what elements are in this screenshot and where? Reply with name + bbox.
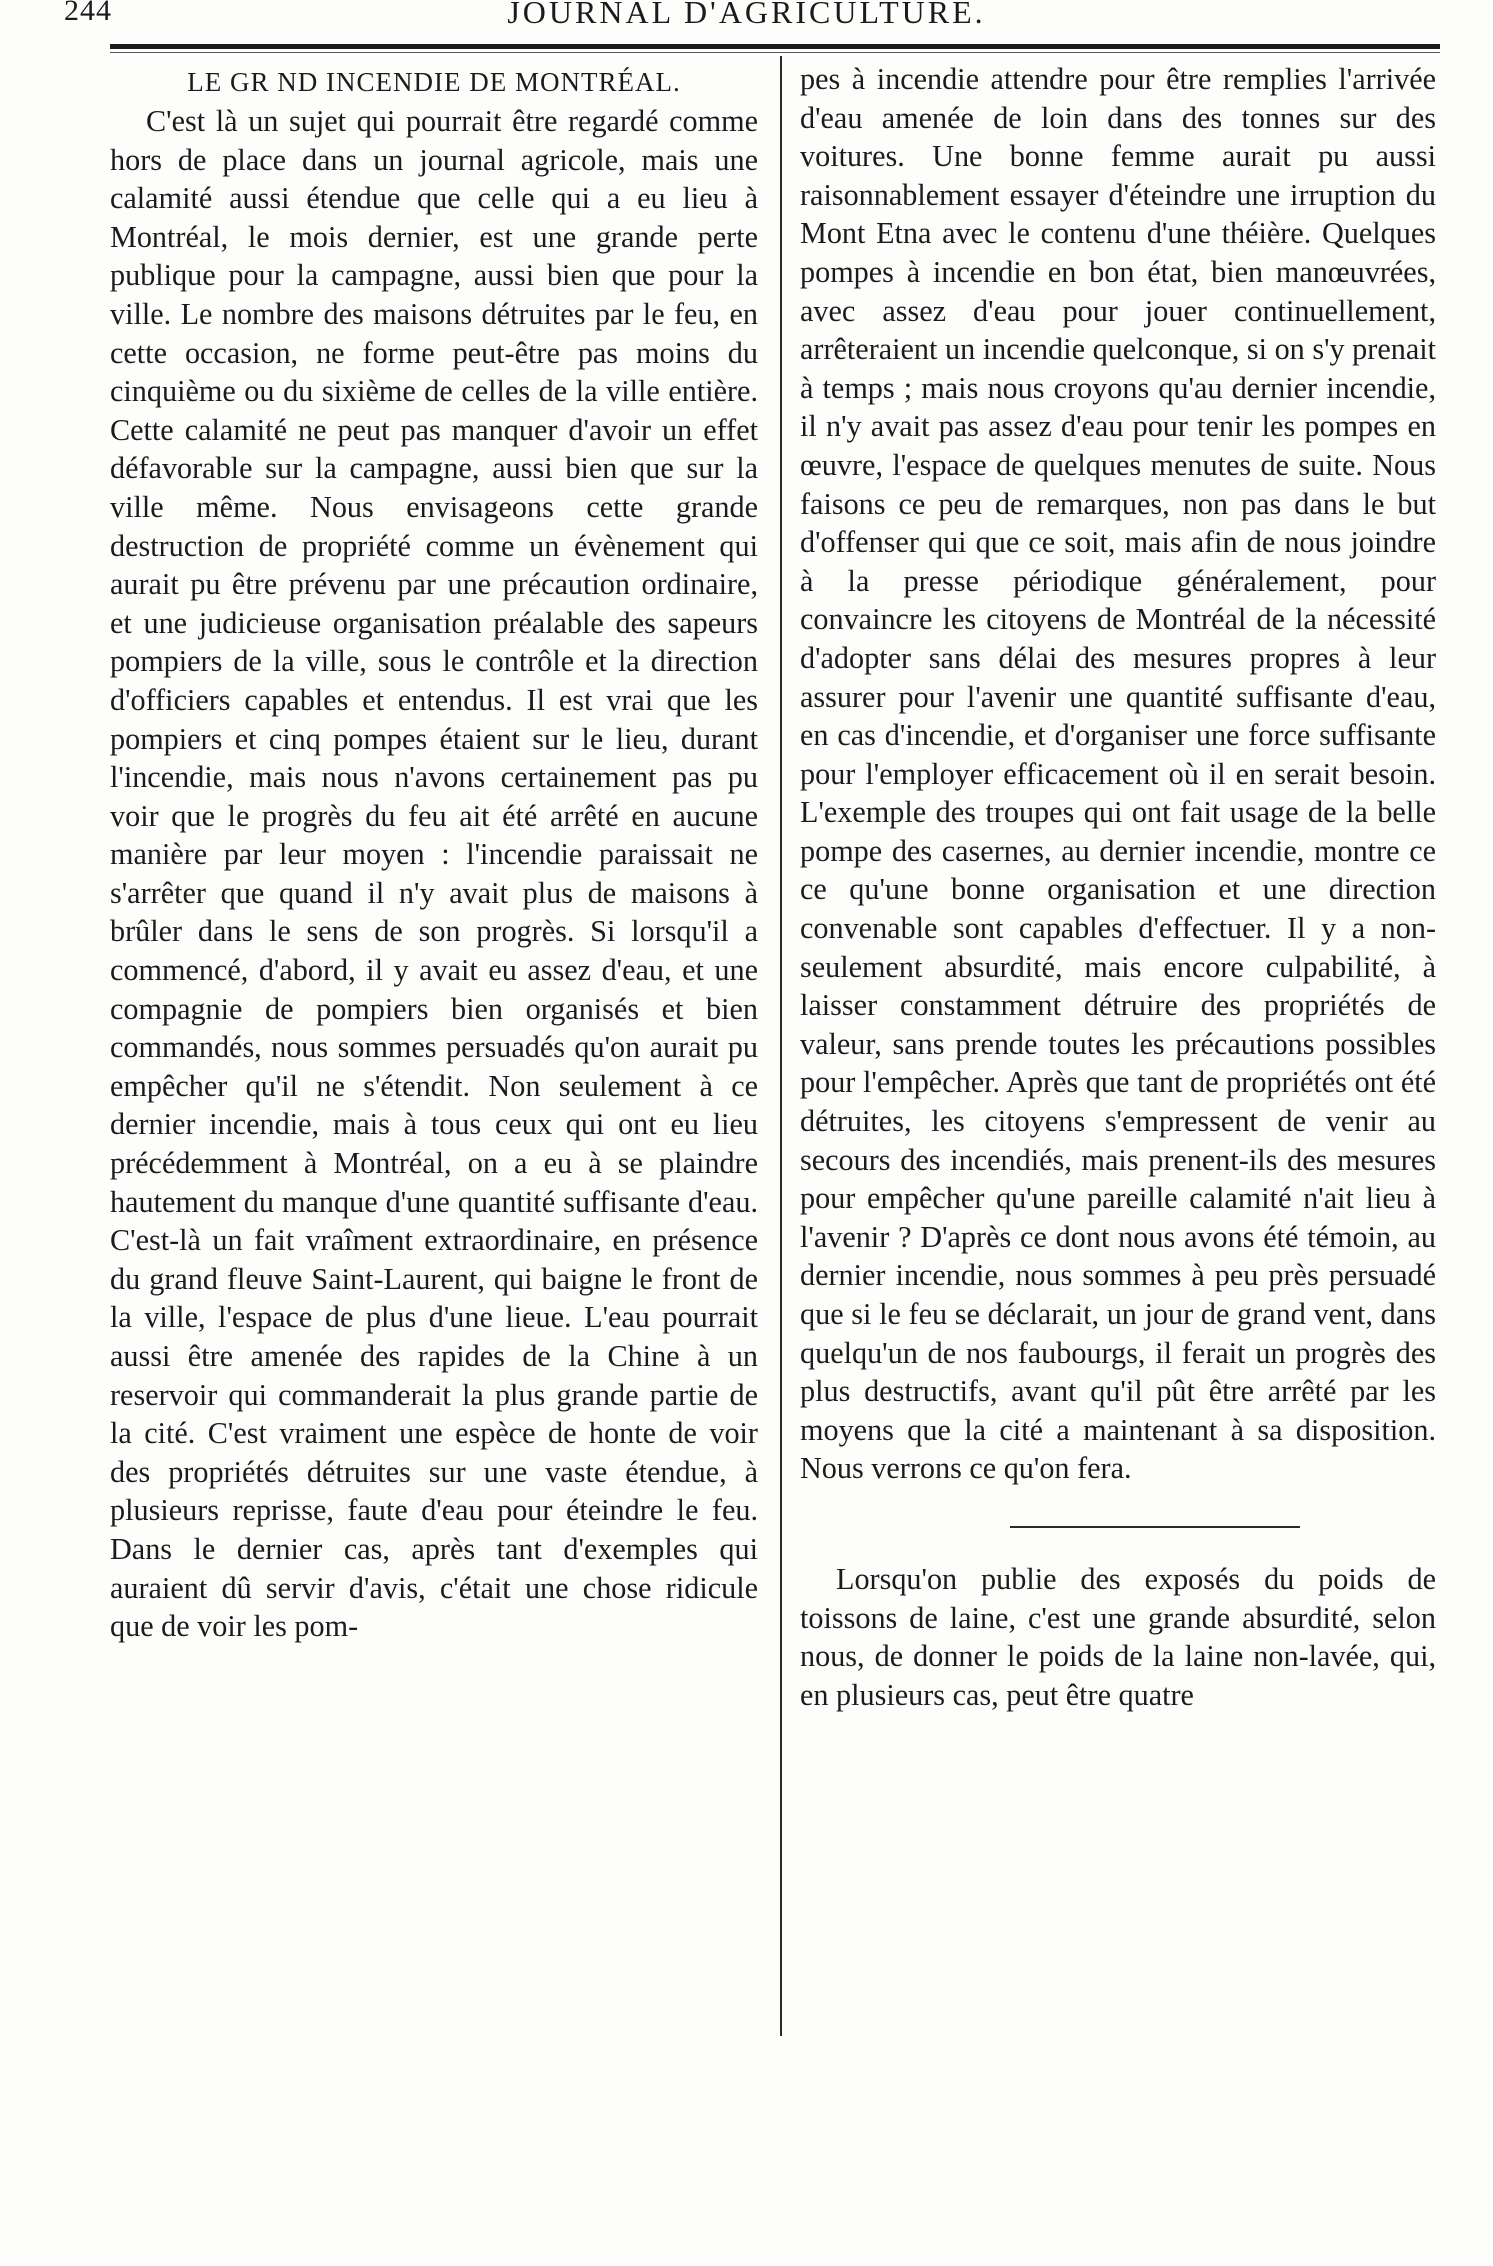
article-body-left: C'est là un sujet qui pourrait être regardé comme hors de place dans un journal agricole, mais une calamité aussi étendue que celle qui a eu lieu à Montréal, le mois dernier, est une grande perte publique pour la campagne, aussi bien que pour la ville. Le nombre des maisons détruites par le feu, en cette occasion, ne forme peut-être pas moins du cinquième ou du sixième de celles de la ville entière. Cette calamité ne peut pas manquer d'avoir un effet défavorable sur la campagne, aussi bien que sur la ville même. Nous envisageons cette grande destruction de propriété comme un évènement qui aurait pu être prévenu par une précaution ordinaire, et une judicieuse organisation préalable des sapeurs pompiers de la ville, sous le contrôle et la direction d'officiers capables et entendus. Il est vrai que les pompiers et cinq pompes étaient sur le lieu, durant l'incendie, mais nous n'avons certainement pas pu voir que le progrès du feu ait été arrêté en aucune manière par leur moyen : l'incendie paraissait ne s'arrêter que quand il n'y avait plus de maisons à brûler dans le sens de son progrès. Si lorsqu'il a commencé, d'abord, il y avait eu assez d'eau, et une compagnie de pompiers bien organisés et bien commandés, nous sommes persuadés qu'on aurait pu empêcher qu'il ne s'étendit. Non seulement à ce dernier incendie, mais à tous ceux qui ont eu lieu précédemment à Montréal, on a eu à se plaindre hautement du manque d'une quantité suffisante d'eau. C'est-là un fait vraîment extraordinaire, en présence du grand fleuve Saint-Laurent, qui baigne le front de la ville, l'espace de plus d'une lieue. L'eau pourrait aussi être amenée des rapides de la Chine à un reservoir qui commanderait la plus grande partie de la cité. C'est vraiment une espèce de honte de voir des propriétés détruites sur une vaste étendue, à plusieurs reprisse, faute d'eau pour éteindre le feu. Dans le dernier cas, après tant d'exemples qui auraient dû servir d'avis, c'était une chose ridicule que de voir les pom- (110, 104, 758, 1644)
right-column (800, 60, 1436, 1714)
left-column (110, 60, 758, 1646)
column-divider (780, 56, 782, 2036)
header-rule-thin (110, 52, 1440, 53)
journal-title: JOURNAL D'AGRICULTURE. (507, 0, 986, 30)
article-title: LE GR ND INCENDIE DE MONTRÉAL. (187, 67, 681, 97)
page-header (0, 0, 1493, 34)
section-separator (1010, 1526, 1300, 1528)
header-rule (110, 44, 1440, 49)
next-article-body: Lorsqu'on publie des exposés du poids de toissons de laine, c'est une grande absurdité, selon nous, de donner le poids de la laine non-lavée, qui, en plusieurs cas, peut être quatre (800, 1561, 1436, 1712)
page-number: 244 (64, 0, 112, 27)
article-body-right: pes à incendie attendre pour être remplies l'arrivée d'eau amenée de loin dans des tonnes sur des voitures. Une bonne femme aurait pu aussi raisonnablement essayer d'éteindre une irruption du Mont Etna avec le contenu d'une théière. Quelques pompes à incendie en bon état, bien manœuvrées, avec assez d'eau pour jouer continuellement, arrêteraient un incendie quelconque, si on s'y prenait à temps ; mais nous croyons qu'au dernier incendie, il n'y avait pas assez d'eau pour tenir les pompes en œuvre, l'espace de quelques menutes de suite. Nous faisons ce peu de remarques, non pas dans le but d'offenser qui que ce soit, mais afin de nous joindre à la presse périodique généralement, pour convaincre les citoyens de Montréal de la nécessité d'adopter sans délai des mesures propres à leur assurer pour l'avenir une quantité suffisante d'eau, en cas d'incendie, et d'organiser une force suffisante pour l'employer efficacement où il en serait besoin. L'exemple des troupes qui ont fait usage de la belle pompe des casernes, au dernier incendie, montre ce ce qu'une bonne organisation et une direction convenable sont capables d'effectuer. Il y a non-seulement absurdité, mais encore culpabilité, à laisser constamment détruire des propriétés de valeur, sans prende toutes les précautions possibles pour l'empêcher. Après que tant de propriétés ont été détruites, les citoyens s'empressent de venir au secours des incendiés, mais prenent-ils des mesures pour empêcher qu'une pareille calamité n'ait lieu à l'avenir ? D'après ce dont nous avons été témoin, au dernier incendie, nous sommes à peu près persuadé que si le feu se déclarait, un jour de grand vent, dans quelqu'un de nos faubourgs, il ferait un progrès des plus destructifs, avant qu'il pût être arrêté par les moyens que la cité a maintenant à sa disposition. Nous verrons ce qu'on fera. (800, 62, 1436, 1486)
